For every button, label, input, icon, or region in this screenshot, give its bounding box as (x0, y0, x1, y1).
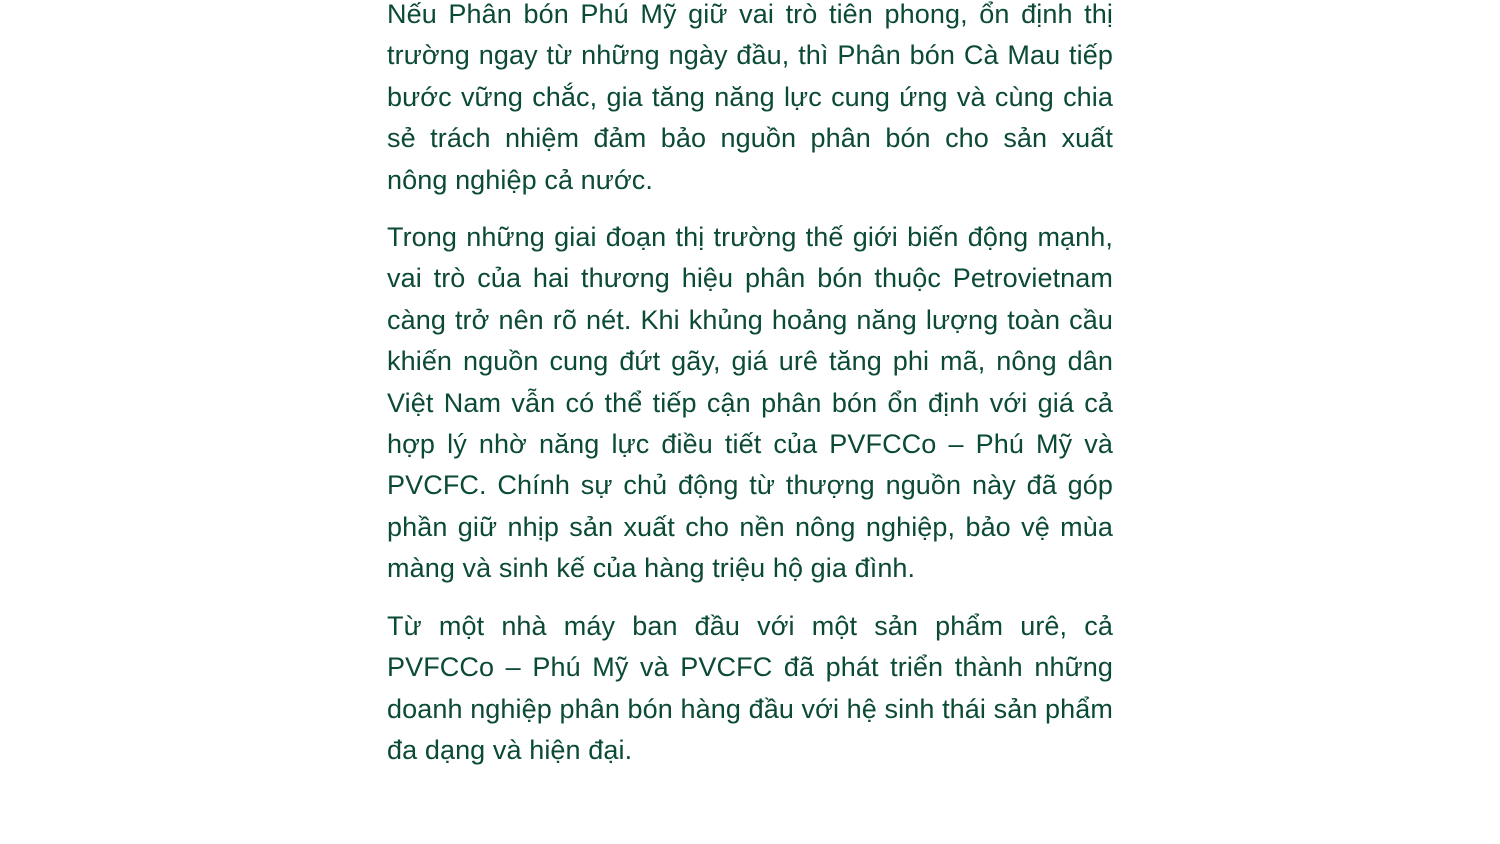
paragraph-3: Từ một nhà máy ban đầu với một sản phẩm urê, cả PVFCCo – Phú Mỹ và PVCFC đã phát triển thành những doanh nghiệp phân bón hàng đầu với hệ sinh thái sản phẩm đa dạng và hiện đại. (387, 610, 1113, 765)
paragraph-2: Trong những giai đoạn thị trường thế giới biến động mạnh, vai trò của hai thương hiệu phân bón thuộc Petrovietnam càng trở nên rõ nét. Khi khủng hoảng năng lượng toàn cầu khiến nguồn cung đứt gãy, giá urê tăng phi mã, nông dân Việt Nam vẫn có thể tiếp cận phân bón ổn định với giá cả hợp lý nhờ năng lực điều tiết của PVFCCo – Phú Mỹ và PVCFC. Chính sự chủ động từ thượng nguồn này đã góp phần giữ nhịp sản xuất cho nền nông nghiệp, bảo vệ mùa màng và sinh kế của hàng triệu hộ gia đình. (387, 222, 1113, 584)
article-body (387, 0, 1113, 787)
paragraph-1: Nếu Phân bón Phú Mỹ giữ vai trò tiên phong, ổn định thị trường ngay từ những ngày đầu, thì Phân bón Cà Mau tiếp bước vững chắc, gia tăng năng lực cung ứng và cùng chia sẻ trách nhiệm đảm bảo nguồn phân bón cho sản xuất nông nghiệp cả nước. (387, 0, 1113, 195)
